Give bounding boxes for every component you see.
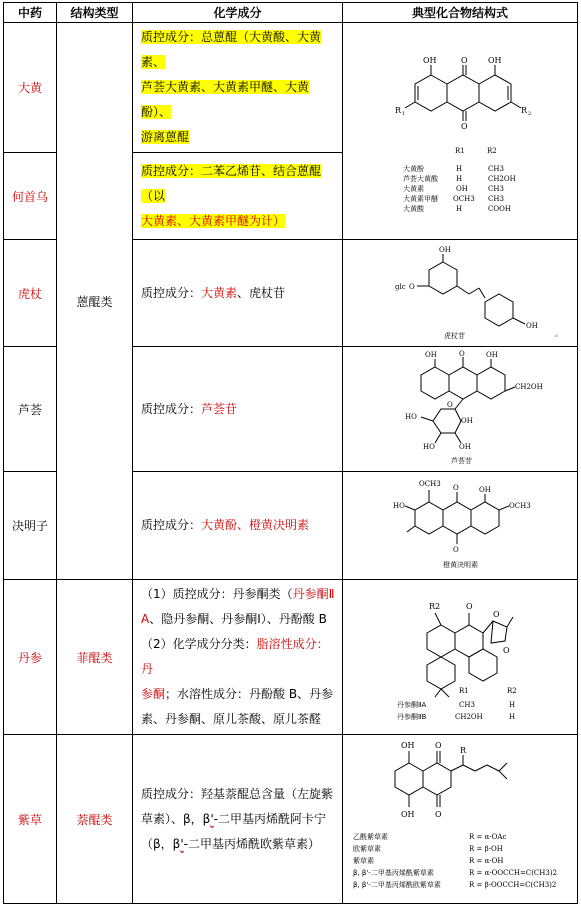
compound-name: 大黄酸 [403,205,424,213]
label-oh: OH [425,351,437,359]
structure-caption: 虎杖苷 [444,332,465,340]
composition-cell [133,240,343,347]
composition-cell [133,472,343,580]
label-r: R [460,746,467,755]
r2-value: COOH [488,205,511,213]
label-o: O [435,741,442,750]
structure-cell [343,23,578,240]
composition-prefix: 质控成分： [141,401,202,416]
label-oh: OH [526,322,538,330]
r1-value: H [456,175,463,183]
label-subscript: 2 [528,111,532,117]
composition-suffix: 、虎杖苷 [237,285,286,300]
label-oh: OH [401,741,415,750]
composition-text: -二甲基丙烯酰欧紫草素） [183,836,320,851]
structure-cell [343,472,578,580]
table-row [4,23,578,153]
r-value: R = α-OOCCH=C(CH3)2 [469,869,558,877]
aloin-structure-diagram [343,347,578,467]
r1-value: OCH3 [453,195,475,203]
label-oh: OH [439,246,451,254]
composition-text: ，β [160,836,181,851]
structure-type: 菲醌类 [57,580,133,735]
header-typical-structure: 典型化合物结构式 [343,3,578,23]
label-o: O [493,610,500,619]
composition-text: 草素）、β [141,811,191,826]
composition-text: ' [210,811,214,826]
tanshinone-structure-diagram [343,583,578,727]
label-o: O [453,546,459,554]
label-oh: OH [488,56,502,65]
composition-text: 质控成分：羟基萘醌总含量（左旋紫 [141,786,334,801]
label-oh: OH [459,443,471,451]
label-oh: OH [479,486,491,494]
label-oh: OH [461,417,473,425]
r2-value: H [509,701,516,709]
trailing-mark: 。 [555,329,563,338]
header-structure-type: 结构类型 [57,3,133,23]
compound-name: 丹参酮ⅡA [397,701,427,709]
composition-highlight: 参酮 [141,687,166,701]
anthraquinone-structure-diagram [343,45,578,213]
label-o: O [435,810,442,819]
table-row [4,735,578,904]
header-chemical-composition: 化学成分 [133,3,343,23]
structure-type-label: 蒽醌类 [76,294,113,309]
aurantio-obtusin-structure-diagram [343,472,578,575]
label-glc: glc [395,283,406,291]
composition-text: 素、丹参酮、原儿茶酸、原儿茶醛 [141,712,322,726]
label-o: O [447,401,453,409]
label-o: O [459,350,465,358]
label-o: O [409,283,415,291]
label-ho: HO [393,502,405,510]
composition-text: （β [141,836,161,851]
compound-name: 紫草素 [353,857,374,865]
label-o: O [461,122,468,131]
structure-type: 萘醌类 [57,735,133,904]
herb-name: 紫草 [4,735,57,904]
herb-name: 芦荟 [4,347,57,472]
composition-cell [133,735,343,904]
r1-value: H [456,165,463,173]
herb-name: 丹参 [4,580,57,735]
label-o: O [461,56,468,65]
label-oh: OH [401,810,415,819]
label-o: O [466,602,473,611]
r1-value: H [456,205,463,213]
compound-name: 大黄素 [403,185,424,193]
label-subscript: 1 [402,111,406,117]
structure-caption: 橙黄决明素 [443,561,478,569]
composition-text: -二甲基丙烯酰阿卡宁 [213,811,326,826]
r2-value: CH2OH [488,175,516,183]
structure-cell [343,580,578,735]
r-value: R = β-OOCCH=C(CH3)2 [469,881,557,889]
herb-name: 虎杖 [4,240,57,347]
header-herb: 中药 [4,3,57,23]
r2-value: CH3 [488,185,504,193]
r-value: R = α-OH [469,857,504,865]
label-ho: HO [405,413,417,421]
composition-prefix: 质控成分： [141,285,202,300]
composition-highlight: A [141,612,150,626]
composition-cell [133,23,343,153]
composition-highlight: 脂溶性成分：丹 [141,637,329,676]
r2-value: CH3 [488,195,504,203]
label-oh: OH [423,56,437,65]
r2-value: CH3 [488,165,504,173]
r1-value: OH [456,185,468,193]
label-ch2oh: CH2OH [515,383,543,391]
polydatin-structure-diagram [343,240,578,342]
structure-cell [343,240,578,347]
composition-text: 、隐丹参酮、丹参酮Ⅰ）、丹酚酸 B [149,612,327,626]
compound-name: 乙酰紫草素 [353,833,388,841]
composition-separator: 、 [237,518,250,532]
composition-cell [133,347,343,472]
structure-cell [343,735,578,904]
label-oh: OH [486,351,498,359]
label-och3: OCH3 [509,502,531,510]
composition-highlight: 大黄酚 [201,518,238,532]
composition-line: 芦荟大黄素、大黄素甲醚、大黄酚）、 [141,80,310,119]
table-row [4,580,578,735]
col-r1: R1 [455,147,465,155]
composition-text: ' [180,836,184,851]
compound-name: β, β'-二甲基丙烯酰紫草素 [353,869,434,877]
structure-cell [343,347,578,472]
herb-name: 何首乌 [4,153,57,240]
col-r2: R2 [507,687,517,695]
r1-value: CH3 [459,701,475,709]
composition-text: （1）质控成分：丹参酮类（ [141,587,293,601]
compound-name: 芦荟大黄酸 [403,175,438,183]
composition-line: 质控成分：总蒽醌（大黄酸、大黄素、 [141,30,322,69]
r2-value: H [509,713,516,721]
herb-name: 大黄 [4,23,57,153]
compound-name: 丹参酮ⅡB [397,713,427,721]
structure-caption: 芦荟苷 [451,457,472,465]
compound-name: 大黄素甲醚 [403,195,438,203]
label-och3: OCH3 [419,480,441,488]
compound-name: 欧紫草素 [353,845,381,853]
col-r2: R2 [487,147,497,155]
r-value: R = α-OAc [469,833,507,841]
herb-table [3,2,578,904]
label-r: R [395,106,402,115]
composition-highlight: 丹参酮Ⅱ [292,587,335,601]
compound-name: 大黄酚 [403,165,424,173]
composition-text: ；水溶性成分：丹酚酸 B、丹参 [165,687,334,701]
composition-highlight: 大黄素 [201,285,238,300]
composition-cell [133,580,343,735]
label-o: O [503,646,510,655]
composition-prefix: 质控成分： [141,518,202,532]
composition-text: ，β [190,811,211,826]
label-ho: HO [423,443,435,451]
composition-line: 质控成分：二苯乙烯苷、结合蒽醌（以 [141,163,322,203]
r-value: R = β-OH [469,845,503,853]
composition-highlight: 芦荟苷 [201,401,238,416]
herb-name: 决明子 [4,472,57,580]
label-r: R [521,106,528,115]
structure-type [57,23,133,580]
composition-line: 游离蒽醌 [141,130,190,144]
shikonin-structure-diagram [343,735,578,899]
composition-cell [133,153,343,240]
label-o: O [453,484,459,492]
composition-highlight: 橙黄决明素 [249,518,310,532]
compound-name: β, β'-二甲基丙烯酰欧紫草素 [353,881,441,889]
r1-value: CH2OH [455,713,483,721]
label-r2: R2 [429,602,441,611]
composition-line: 大黄素、大黄素甲醚为计） [141,213,286,228]
composition-text: （2）化学成分分类： [141,637,257,651]
col-r1: R1 [459,687,469,695]
